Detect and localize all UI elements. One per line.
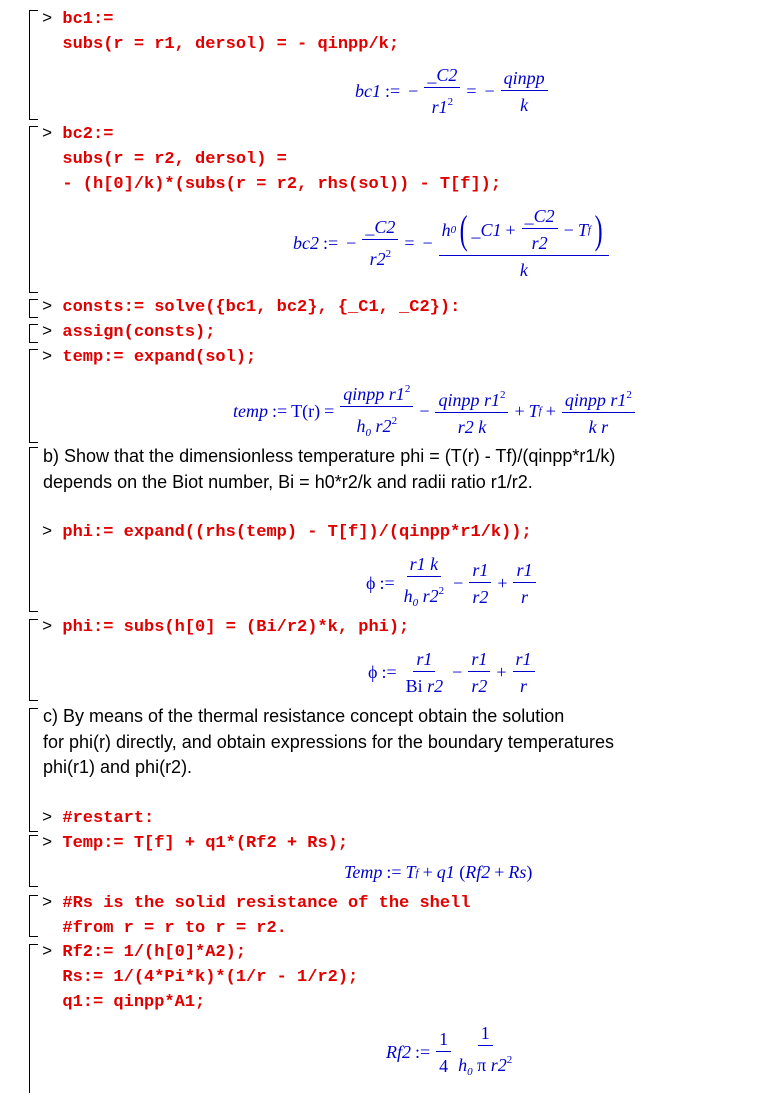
input-temp-def[interactable]: > Temp:= T[f] + q1*(Rf2 + Rs); xyxy=(42,834,349,853)
execution-group-bracket xyxy=(29,619,38,701)
execution-group-bracket xyxy=(29,126,38,293)
execution-group-bracket xyxy=(29,895,38,937)
input-restart[interactable]: > #restart: xyxy=(42,809,155,828)
output-bc2: bc2 := − $\frac{\_C2}{r2^2}$ = − h 0 ( _C1 + $\frac{\_C2}{r2}$ − T f ) k xyxy=(293,205,611,281)
input-consts[interactable]: > consts:= solve({bc1, bc2}, {_C1, _C2}): xyxy=(42,298,461,317)
input-phi-subs[interactable]: > phi:= subs(h[0] = (Bi/r2)*k, phi); xyxy=(42,618,410,637)
execution-group-bracket xyxy=(29,324,38,343)
execution-group-bracket xyxy=(29,835,38,887)
output-rf2: Rf2 := $\frac{1}{4}$ $\frac{1}{h_0 \pi r2^2}$ xyxy=(386,1023,513,1078)
output-phi-expand: ϕ := $\frac{r1 k}{h_0 r2^2}$ − $\frac{r1}{r2}$ + $\frac{r1}{r}$ xyxy=(366,553,538,614)
execution-group-bracket xyxy=(29,447,38,612)
output-temp-def: Temp := T f + q1 ( Rf2 + Rs ) xyxy=(344,862,533,882)
input-temp[interactable]: > temp:= expand(sol); xyxy=(42,348,257,367)
input-phi-expand[interactable]: > phi:= expand((rhs(temp) - T[f])/(qinpp*r1/k)); xyxy=(42,523,532,542)
input-bc2[interactable]: > bc2:= subs(r = r2, dersol) = - (h[0]/k)*(subs(r = r2, rhs(sol)) - T[f]); xyxy=(42,125,502,194)
execution-group-bracket xyxy=(29,299,38,318)
execution-group-bracket xyxy=(29,708,38,832)
execution-group-bracket xyxy=(29,10,38,120)
input-rf2[interactable]: > Rf2:= 1/(h[0]*A2); Rs:= 1/(4*Pi*k)*(1/r - 1/r2); q1:= qinpp*A1; xyxy=(42,943,359,1012)
output-bc1: bc1 := − $\frac{\_C2}{r1^2}$ = − $\frac{\text{qinpp}}{k}$ xyxy=(355,64,550,118)
execution-group-bracket xyxy=(29,944,38,1093)
input-bc1[interactable]: > bc1:= subs(r = r1, dersol) = - qinpp/k; xyxy=(42,10,400,54)
input-assign[interactable]: > assign(consts); xyxy=(42,323,216,342)
execution-group-bracket xyxy=(29,349,38,443)
input-comment[interactable]: > #Rs is the solid resistance of the shell #from r = r to r = r2. xyxy=(42,894,471,938)
text-part-c: c) By means of the thermal resistance concept obtain the solution for phi(r) directly, and obtain expressions for the boundary temperatures phi(r1) and phi(r2). xyxy=(43,706,614,777)
output-temp: temp := T(r) = $\frac{qinpp r1^2}{h_0 r2^2}$ − $\frac{qinpp r1^2}{r2 k}$ + T f + $\frac{qinpp r1^2}{\text{k r}}$ xyxy=(233,378,637,444)
output-phi-subs: ϕ := $\frac{r1}{\text{Bi r2}}$ − $\frac{r1}{r2}$ + $\frac{r1}{r}$ xyxy=(368,648,537,697)
text-part-b: b) Show that the dimensionless temperature phi = (T(r) - Tf)/(qinpp*r1/k) depends on the Biot number, Bi = h0*r2/k and radii ratio r1/r2. xyxy=(43,446,616,492)
